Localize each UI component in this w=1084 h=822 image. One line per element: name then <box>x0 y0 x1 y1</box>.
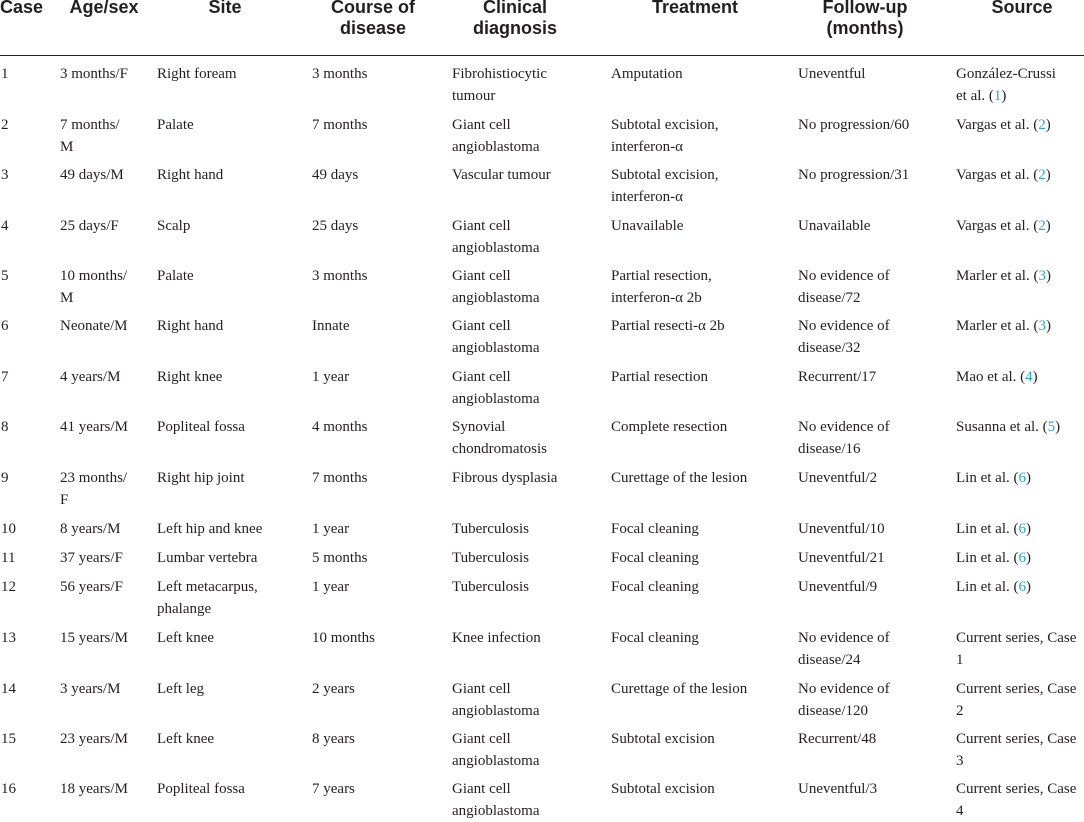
reference-link[interactable]: 6 <box>1018 579 1026 595</box>
reference-link[interactable]: 3 <box>1038 268 1046 284</box>
cell-case: 10 <box>1 521 16 537</box>
cell-treatment: Partial resection, interferon-α 2b <box>611 268 712 306</box>
cell-follow-up: Recurrent/17 <box>798 369 877 385</box>
cell-case: 6 <box>1 318 9 334</box>
source-text-end: ) <box>1025 579 1031 595</box>
header-treatment: Treatment <box>651 0 739 17</box>
header-case: Case <box>0 0 44 17</box>
cell-follow-up: Uneventful/21 <box>798 550 885 566</box>
cell-follow-up: No evidence of disease/16 <box>798 419 890 457</box>
cell-follow-up: Uneventful/10 <box>798 521 885 537</box>
cell-follow-up: No evidence of disease/32 <box>798 318 890 356</box>
cell-case: 14 <box>1 681 16 697</box>
source-text-end: ) <box>1025 521 1031 537</box>
cell-site: Right foream <box>157 66 237 82</box>
cell-diagnosis: Giant cell angioblastoma <box>452 268 540 306</box>
cell-treatment: Partial resecti-α 2b <box>611 318 725 334</box>
cell-treatment: Complete resection <box>611 419 728 435</box>
source-text: Marler et al. ( <box>956 268 1039 284</box>
cell-source <box>956 367 1084 389</box>
cell-treatment: Amputation <box>611 66 683 82</box>
cell-source <box>956 316 1084 338</box>
cell-course: 49 days <box>312 167 359 183</box>
cell-site: Right hand <box>157 318 224 334</box>
cell-age-sex: 3 months/F <box>60 66 128 82</box>
source-text-end: ) <box>1045 218 1051 234</box>
reference-link[interactable]: 3 <box>1038 318 1046 334</box>
cell-diagnosis: Tuberculosis <box>452 579 529 595</box>
cell-treatment: Subtotal excision <box>611 731 715 747</box>
cell-diagnosis: Giant cell angioblastoma <box>452 731 540 769</box>
source-text: Current series, Case 3 <box>956 731 1077 769</box>
reference-link[interactable]: 6 <box>1018 550 1026 566</box>
header-diagnosis: Clinical diagnosis <box>472 0 557 38</box>
cell-age-sex: 23 years/M <box>60 731 128 747</box>
cell-age-sex: 41 years/M <box>60 419 128 435</box>
reference-link[interactable]: 5 <box>1047 419 1056 435</box>
cell-source <box>956 165 1084 187</box>
cell-source <box>956 628 1084 671</box>
source-text: Current series, Case 4 <box>956 781 1077 819</box>
cell-follow-up: Uneventful/3 <box>798 781 878 797</box>
cell-source <box>956 266 1084 288</box>
cell-treatment: Focal cleaning <box>611 550 699 566</box>
cell-course: Innate <box>312 318 350 334</box>
cell-course: 4 months <box>312 419 368 435</box>
cell-diagnosis: Fibrous dysplasia <box>452 470 558 486</box>
cell-treatment: Partial resection <box>611 369 709 385</box>
cell-course: 3 months <box>312 66 368 82</box>
source-text: Mao et al. ( <box>956 369 1026 385</box>
cell-age-sex: 25 days/F <box>60 218 119 234</box>
cell-course: 5 months <box>312 550 368 566</box>
cell-age-sex: 18 years/M <box>60 781 128 797</box>
cell-treatment: Unavailable <box>611 218 684 234</box>
source-text-end: ) <box>1025 550 1031 566</box>
cell-case: 9 <box>1 470 9 486</box>
cell-age-sex: 4 years/M <box>60 369 121 385</box>
source-text: Lin et al. ( <box>956 579 1019 595</box>
cell-source <box>956 115 1084 137</box>
cell-diagnosis: Knee infection <box>452 630 541 646</box>
cell-site: Left knee <box>157 630 215 646</box>
cell-source <box>956 779 1084 822</box>
cell-course: 1 year <box>312 369 350 385</box>
source-text-end: ) <box>1055 419 1061 435</box>
cell-treatment: Curettage of the lesion <box>611 681 748 697</box>
reference-link[interactable]: 4 <box>1025 369 1033 385</box>
reference-link[interactable]: 6 <box>1018 470 1026 486</box>
source-text-end: ) <box>1001 87 1007 104</box>
cell-site: Palate <box>157 268 194 284</box>
cell-follow-up: No evidence of disease/120 <box>798 681 890 719</box>
cell-case: 12 <box>1 579 16 595</box>
cell-treatment: Subtotal excision, interferon-α <box>611 167 719 205</box>
cell-age-sex: 10 months/ M <box>60 268 128 306</box>
source-text: Lin et al. ( <box>956 521 1019 537</box>
source-text: Lin et al. ( <box>956 550 1019 566</box>
cell-treatment: Focal cleaning <box>611 521 699 537</box>
source-text-end: ) <box>1045 167 1051 183</box>
cell-source <box>956 417 1084 439</box>
cell-source <box>956 548 1084 570</box>
cell-site: Left hip and knee <box>157 521 263 537</box>
cell-case: 1 <box>1 66 9 82</box>
cell-case: 11 <box>1 550 16 566</box>
source-text-end: ) <box>1045 268 1051 284</box>
cell-diagnosis: Synovial chondromatosis <box>452 419 547 457</box>
cell-course: 7 months <box>312 470 368 486</box>
cell-case: 5 <box>1 268 9 284</box>
cell-age-sex: 3 years/M <box>60 681 121 697</box>
cell-follow-up: No progression/31 <box>798 167 910 183</box>
cell-source <box>956 64 1084 107</box>
cell-site: Lumbar vertebra <box>157 550 258 566</box>
cell-treatment: Subtotal excision, interferon-α <box>611 117 719 155</box>
cell-diagnosis: Tuberculosis <box>452 521 529 537</box>
cell-diagnosis: Giant cell angioblastoma <box>452 681 540 719</box>
cell-course: 3 months <box>312 268 368 284</box>
table-header <box>0 0 1084 56</box>
cell-course: 1 year <box>312 521 350 537</box>
cell-follow-up: Unavailable <box>798 218 871 234</box>
source-text-end: ) <box>1025 470 1031 486</box>
cell-age-sex: Neonate/M <box>60 318 128 334</box>
cell-site: Left metacarpus, phalange <box>157 579 258 617</box>
cell-site: Popliteal fossa <box>157 419 245 435</box>
source-text-end: ) <box>1045 318 1051 334</box>
cell-case: 3 <box>1 167 9 183</box>
cell-age-sex: 7 months/ M <box>60 117 120 155</box>
header-follow-up: Follow-up (months) <box>822 0 908 38</box>
source-text-end: ) <box>1045 117 1051 133</box>
cell-site: Palate <box>157 117 194 133</box>
cell-follow-up: Recurrent/48 <box>798 731 877 747</box>
source-text: Vargas et al. ( <box>956 218 1039 234</box>
cell-source <box>956 519 1084 541</box>
header-site: Site <box>208 0 242 17</box>
cell-diagnosis: Giant cell angioblastoma <box>452 218 540 256</box>
cell-case: 2 <box>1 117 9 133</box>
cell-treatment: Focal cleaning <box>611 630 699 646</box>
cell-course: 10 months <box>312 630 375 646</box>
cell-age-sex: 8 years/M <box>60 521 121 537</box>
cell-follow-up: No progression/60 <box>798 117 910 133</box>
cell-course: 25 days <box>312 218 359 234</box>
cell-course: 2 years <box>312 681 355 697</box>
cell-source <box>956 216 1084 238</box>
reference-link[interactable]: 2 <box>1038 167 1046 183</box>
cell-site: Left knee <box>157 731 215 747</box>
cell-course: 1 year <box>312 579 350 595</box>
cell-diagnosis: Giant cell angioblastoma <box>452 117 540 155</box>
cell-diagnosis: Vascular tumour <box>452 167 551 183</box>
cell-follow-up: No evidence of disease/24 <box>798 630 890 668</box>
header-source: Source <box>991 0 1053 17</box>
source-text-end: ) <box>1032 369 1038 385</box>
cell-treatment: Curettage of the lesion <box>611 470 748 486</box>
cell-site: Scalp <box>157 218 191 234</box>
cell-diagnosis: Tuberculosis <box>452 550 529 566</box>
cell-site: Popliteal fossa <box>157 781 245 797</box>
cell-course: 7 months <box>312 117 368 133</box>
cell-course: 8 years <box>312 731 355 747</box>
cell-site: Right hand <box>157 167 224 183</box>
source-text: Vargas et al. ( <box>956 117 1039 133</box>
source-text: Susanna et al. ( <box>956 419 1048 435</box>
header-course: Course of disease <box>330 0 415 38</box>
cell-case: 4 <box>1 218 9 234</box>
cell-age-sex: 56 years/F <box>60 579 123 595</box>
cell-age-sex: 23 months/ F <box>60 470 128 508</box>
cell-case: 15 <box>1 731 16 747</box>
reference-link[interactable]: 2 <box>1038 218 1046 234</box>
cell-course: 7 years <box>312 781 355 797</box>
cell-source <box>956 729 1084 772</box>
cell-site: Left leg <box>157 681 205 697</box>
cell-source <box>956 679 1084 722</box>
cell-site: Right hip joint <box>157 470 245 486</box>
cell-case: 13 <box>1 630 16 646</box>
cell-follow-up: Uneventful/2 <box>798 470 878 486</box>
cell-diagnosis: Giant cell angioblastoma <box>452 318 540 356</box>
cell-source <box>956 468 1084 490</box>
cell-follow-up: No evidence of disease/72 <box>798 268 890 306</box>
source-text: Vargas et al. ( <box>956 167 1039 183</box>
source-text: Marler et al. ( <box>956 318 1039 334</box>
cell-source <box>956 577 1084 599</box>
cell-diagnosis: Giant cell angioblastoma <box>452 781 540 819</box>
reference-link[interactable]: 1 <box>993 87 1002 104</box>
cell-age-sex: 49 days/M <box>60 167 124 183</box>
reference-link[interactable]: 2 <box>1038 117 1046 133</box>
cell-treatment: Subtotal excision <box>611 781 715 797</box>
cell-case: 7 <box>1 369 9 385</box>
source-text: Current series, Case 1 <box>956 630 1077 668</box>
cell-follow-up: Uneventful <box>798 66 866 82</box>
reference-link[interactable]: 6 <box>1018 521 1026 537</box>
cell-treatment: Focal cleaning <box>611 579 699 595</box>
cell-diagnosis: Fibrohistiocytic tumour <box>452 66 547 104</box>
cell-case: 16 <box>1 781 16 797</box>
cell-site: Right knee <box>157 369 223 385</box>
source-text: González-Crussi et al. ( <box>956 66 1056 104</box>
cell-age-sex: 15 years/M <box>60 630 128 646</box>
cell-case: 8 <box>1 419 9 435</box>
cell-age-sex: 37 years/F <box>60 550 123 566</box>
cell-follow-up: Uneventful/9 <box>798 579 878 595</box>
header-age-sex: Age/sex <box>69 0 139 17</box>
source-text: Lin et al. ( <box>956 470 1019 486</box>
cell-diagnosis: Giant cell angioblastoma <box>452 369 540 407</box>
source-text: Current series, Case 2 <box>956 681 1077 719</box>
